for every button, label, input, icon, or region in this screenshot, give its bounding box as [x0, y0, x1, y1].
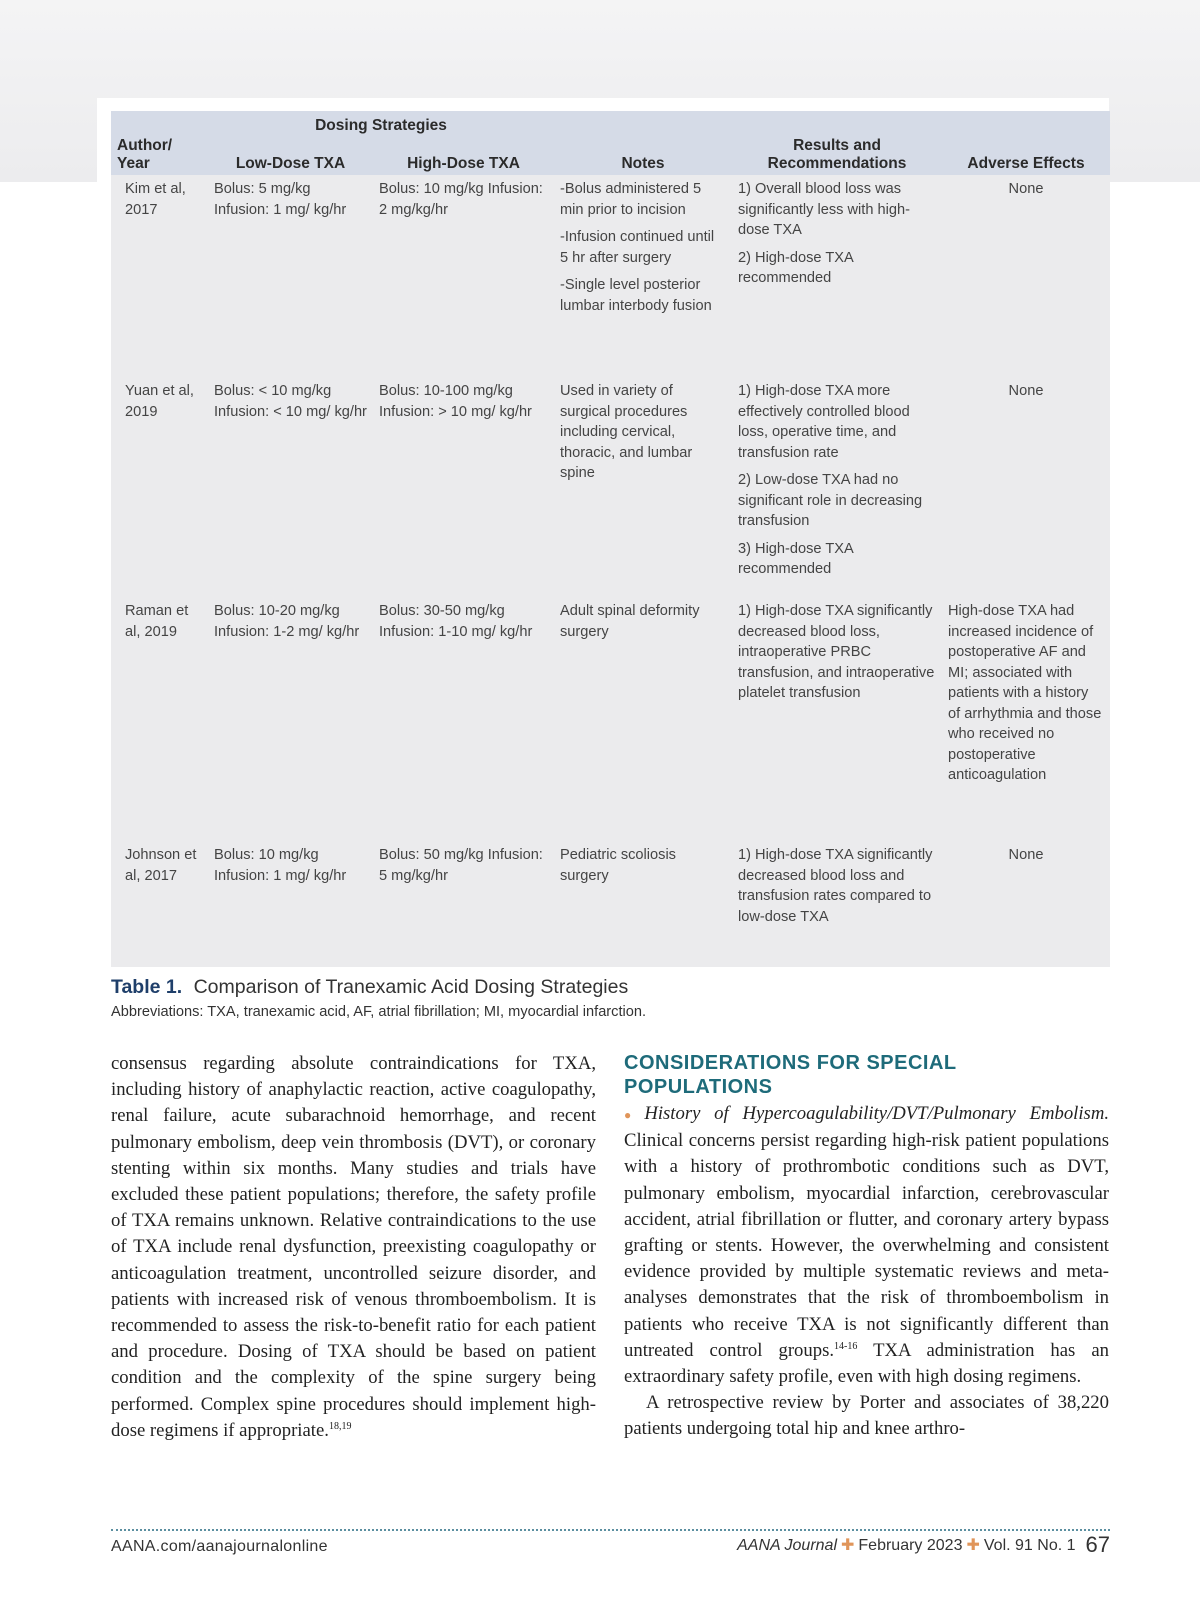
- citation: 18,19: [328, 1420, 352, 1432]
- cell-adverse: None: [1008, 383, 1044, 399]
- result-item: 2) High-dose TXA recommended: [738, 249, 853, 286]
- bullet-icon: ●: [624, 1108, 641, 1122]
- header-adverse-effects: Adverse Effects: [942, 137, 1110, 175]
- cell-notes: [554, 175, 732, 377]
- header-spacer: [732, 111, 942, 137]
- body-text: Clinical concerns persist regarding high-risk patient populations with a history of prothrombotic conditions such as DVT, pulmonary embolism, myocardial infarction, cerebrovascular accident, atrial fibrillation or flutter, and coronary artery bypass grafting or stents. However, the overwhelming and consistent evidence provided by multiple systematic reviews and meta-analyses demonstrates that the risk of thromboembolism in patients who receive TXA is not significantly different than untreated control groups.: [624, 1130, 1109, 1361]
- body-paragraph: A retrospective review by Porter and associates of 38,220 patients undergoing total hip and knee arthro-: [624, 1392, 1109, 1440]
- table-abbreviations: Abbreviations: TXA, tranexamic acid, AF, atrial fibrillation; MI, myocardial infarction.: [111, 1004, 647, 1020]
- cell-notes: [554, 377, 732, 597]
- cell-low-dose: Bolus: 10 mg/kg Infusion: 1 mg/ kg/hr: [214, 847, 347, 884]
- table-caption-title: Comparison of Tranexamic Acid Dosing Strategies: [193, 976, 629, 998]
- plus-icon: ✚: [841, 1537, 855, 1554]
- subheading: History of Hypercoagulability/DVT/Pulmonary Embolism.: [644, 1103, 1109, 1124]
- result-item: 1) High-dose TXA significantly decreased blood loss and transfusion rates compared to low-dose TXA: [738, 847, 933, 925]
- plus-icon: ✚: [966, 1537, 980, 1554]
- cell-adverse: High-dose TXA had increased incidence of postoperative AF and MI; associated with patients with a history of arrhythmia and those who received no postoperative anticoagulation: [948, 603, 1102, 783]
- issue-number: No. 1: [1037, 1537, 1076, 1554]
- header-spacer: [554, 111, 732, 137]
- header-spacer: [111, 111, 208, 137]
- cell-results: [732, 597, 942, 841]
- header-results: Results and Recommendations: [732, 137, 942, 175]
- body-paragraph: [624, 1101, 1109, 1390]
- footer-url[interactable]: AANA.com/aanajournalonline: [111, 1538, 328, 1555]
- header-high-dose: High-Dose TXA: [373, 137, 554, 175]
- header-notes: Notes: [554, 137, 732, 175]
- note-item: -Single level posterior lumbar interbody fusion: [560, 277, 712, 314]
- cell-author: Kim et al, 2017: [125, 181, 186, 218]
- cell-high-dose: Bolus: 30-50 mg/kg Infusion: 1-10 mg/ kg/hr: [379, 603, 533, 640]
- right-column: [624, 1051, 1109, 1443]
- note-item: Pediatric scoliosis surgery: [560, 847, 676, 884]
- cell-adverse: None: [1008, 847, 1044, 863]
- footer-divider: [111, 1529, 1110, 1531]
- cell-low-dose: Bolus: 10-20 mg/kg Infusion: 1-2 mg/ kg/hr: [214, 603, 360, 640]
- header-spacer: [942, 111, 1110, 137]
- result-item: 1) Overall blood loss was significantly less with high-dose TXA: [738, 181, 910, 238]
- cell-results: [732, 175, 942, 377]
- header-group-dosing: Dosing Strategies: [208, 111, 554, 137]
- table-row: [111, 175, 1110, 377]
- cell-author: Johnson et al, 2017: [125, 847, 197, 884]
- cell-notes: [554, 597, 732, 841]
- table-row: [111, 597, 1110, 841]
- cell-high-dose: Bolus: 10-100 mg/kg Infusion: > 10 mg/ kg/hr: [379, 383, 532, 420]
- result-item: 2) Low-dose TXA had no significant role in decreasing transfusion: [738, 472, 923, 529]
- cell-author: Yuan et al, 2019: [125, 383, 194, 420]
- note-item: Used in variety of surgical procedures including cervical, thoracic, and lumbar spine: [560, 383, 693, 481]
- table-row: [111, 841, 1110, 967]
- journal-name: AANA Journal: [737, 1537, 837, 1554]
- header-author-year: Author/ Year: [111, 137, 208, 175]
- dosing-table: [111, 111, 1110, 967]
- issue-date: February 2023: [858, 1537, 963, 1554]
- table-caption: [111, 976, 1101, 999]
- volume: Vol. 91: [983, 1537, 1033, 1554]
- table-row: [111, 377, 1110, 597]
- page-number: 67: [1085, 1532, 1110, 1557]
- cell-author: Raman et al, 2019: [125, 603, 189, 640]
- section-heading: CONSIDERATIONS FOR SPECIAL POPULATIONS: [624, 1052, 957, 1098]
- note-item: Adult spinal deformity surgery: [560, 603, 700, 640]
- table-caption-label: Table 1.: [111, 976, 183, 998]
- result-item: 3) High-dose TXA recommended: [738, 540, 853, 577]
- cell-adverse: None: [1008, 181, 1044, 197]
- footer-journal-info: [737, 1532, 1110, 1558]
- body-text: consensus regarding absolute contraindications for TXA, including history of anaphylactic reaction, active coagulopathy, renal failure, acute subarachnoid hemorrhage, and recent pulmonary embolism, deep vein thrombosis (DVT), or coronary stenting within six months. Many studies and trials have excluded these patient populations; therefore, the safety profile of TXA remains unknown. Relative contraindications to the use of TXA include renal dysfunction, preexisting coagulopathy or anticoagulation treatment, uncontrolled seizure disorder, and patients with increased risk of venous thromboembolism. It is recommended to assess the risk-to-benefit ratio for each patient and procedure. Dosing of TXA should be based on patient condition and the complexity of the spine surgery being performed. Complex spine procedures should implement high-dose regimens if appropriate.: [111, 1053, 596, 1441]
- result-item: 1) High-dose TXA significantly decreased blood loss, intraoperative PRBC transfusion, and intraoperative platelet transfusion: [738, 603, 935, 701]
- header-low-dose: Low-Dose TXA: [208, 137, 373, 175]
- note-item: -Infusion continued until 5 hr after surgery: [560, 229, 715, 266]
- cell-notes: [554, 841, 732, 967]
- body-text: TXA administration has an extraordinary safety profile, even with high dosing regimens.: [624, 1339, 1109, 1388]
- cell-results: [732, 377, 942, 597]
- cell-results: [732, 841, 942, 967]
- citation: 14-16: [834, 1340, 858, 1352]
- cell-high-dose: Bolus: 50 mg/kg Infusion: 5 mg/kg/hr: [379, 847, 543, 884]
- note-item: -Bolus administered 5 min prior to incision: [560, 181, 702, 218]
- cell-low-dose: Bolus: 5 mg/kg Infusion: 1 mg/ kg/hr: [214, 181, 347, 218]
- cell-high-dose: Bolus: 10 mg/kg Infusion: 2 mg/kg/hr: [379, 181, 543, 218]
- cell-low-dose: Bolus: < 10 mg/kg Infusion: < 10 mg/ kg/hr: [214, 383, 367, 420]
- result-item: 1) High-dose TXA more effectively controlled blood loss, operative time, and transfusion rate: [738, 383, 910, 461]
- body-paragraph: [111, 1051, 596, 1444]
- left-column: [111, 1051, 596, 1444]
